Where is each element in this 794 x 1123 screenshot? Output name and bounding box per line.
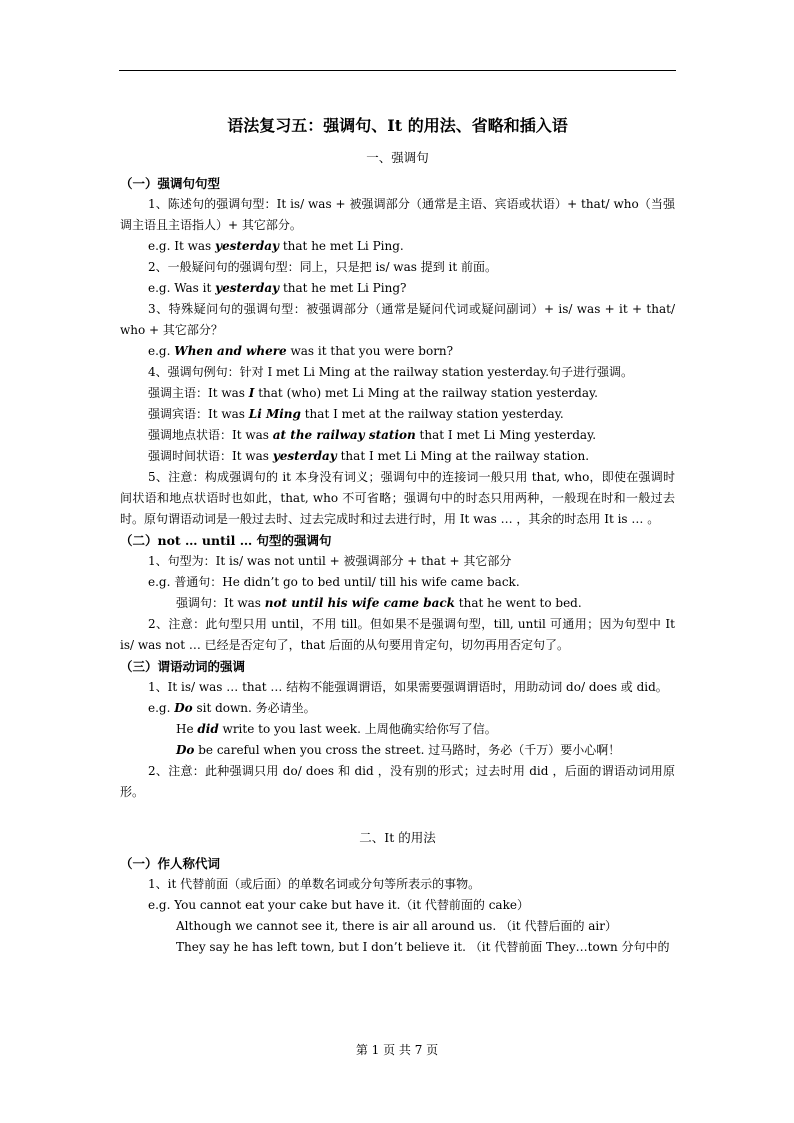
document-body [120,113,675,958]
paragraph: 1、陈述句的强调句型：It is/ was + 被强调部分（通常是主语、宾语或状语）+ that/ who（当强调主语且主语指人）+ 其它部分。 [120,197,675,232]
paragraph: 1、It is/ was … that … 结构不能强调谓语，如果需要强调谓语时，用助动词 do/ does 或 did。 [148,680,668,694]
subheading: （一）作人称代词 [120,856,221,871]
emphasized-text: When and where [174,344,287,358]
paragraph: 1、句型为：It is/ was not until + 被强调部分 + that + 其它部分 [148,554,512,568]
subheading: （一）强调句句型 [120,176,221,191]
paragraph: 1、it 代替前面（或后面）的单数名词或分句等所表示的事物。 [148,877,481,891]
paragraph: 5、注意：构成强调句的 it 本身没有词义；强调句中的连接词一般只用 that, who，即使在强调时间状语和地点状语时也如此，that, who 不可省略；强调句中的时态只用两种，一般现在时和一般过去时。原句谓语动词是一般过去时、过去完成时和过去进行时，用 It was … ，其余的时态用 It is … 。 [120,470,675,526]
example-line: They say he has left town, but I don’t believe it. （it 代替前面 They…town 分句中的 [176,940,670,954]
example-line: e.g. You cannot eat your cake but have it.（it 代替前面的 cake） [148,898,529,912]
paragraph: 3、特殊疑问句的强调句型：被强调部分（通常是疑问代词或疑问副词）+ is/ was + it + that/ who + 其它部分？ [120,302,675,337]
document-title: 语法复习五：强调句、It 的用法、省略和插入语 [227,116,568,135]
emphasized-text: did [197,722,219,736]
example-line: e.g. Was it yesterday that he met Li Ping? [148,281,407,295]
emphasized-text: yesterday [272,449,337,463]
example-line: He did write to you last week. 上周他确实给你写了信。 [176,722,497,736]
paragraph: 2、一般疑问句的强调句型：同上，只是把 is/ was 提到 it 前面。 [148,260,497,274]
subheading: （三）谓语动词的强调 [120,659,246,674]
example-line: 强调时间状语：It was yesterday that I met Li Ming at the railway station. [148,449,590,463]
emphasized-text: Do [174,701,193,715]
example-line: e.g. It was yesterday that he met Li Ping. [148,239,404,253]
emphasized-text: yesterday [215,281,280,295]
example-line: 强调地点状语：It was at the railway station that I met Li Ming yesterday. [148,428,597,442]
emphasized-text: at the railway station [272,428,416,442]
header-rule [119,70,676,71]
emphasized-text: not until his wife came back [264,596,455,610]
emphasized-text: Do [176,743,195,757]
subheading: （二）not … until … 句型的强调句 [120,533,332,548]
example-line: e.g. When and where was it that you were born? [148,344,454,358]
paragraph: 4、强调句例句：针对 I met Li Ming at the railway station yesterday.句子进行强调。 [148,365,634,379]
example-line: e.g. 普通句：He didn’t go to bed until/ till his wife came back. [148,575,520,589]
emphasized-text: I [248,386,255,400]
paragraph: 2、注意：此种强调只用 do/ does 和 did ，没有别的形式；过去时用 did ，后面的谓语动词用原形。 [120,764,675,799]
section-heading: 二、It 的用法 [359,830,436,845]
page-footer: 第 1 页 共 7 页 [355,1043,439,1057]
example-line: Do be careful when you cross the street. 过马路时，务必（千万）要小心啊！ [176,743,621,757]
example-line: 强调句：It was not until his wife came back that he went to bed. [176,596,582,610]
example-line: 强调宾语：It was Li Ming that I met at the railway station yesterday. [148,407,564,421]
example-line: 强调主语：It was I that (who) met Li Ming at the railway station yesterday. [148,386,598,400]
emphasized-text: Li Ming [248,407,301,421]
section-heading: 一、强调句 [366,150,429,165]
example-line: e.g. Do sit down. 务必请坐。 [148,701,316,715]
paragraph: 2、注意：此句型只用 until，不用 till。但如果不是强调句型，till, until 可通用；因为句型中 It is/ was not … 已经是否定句了，that 后面的从句要用肯定句，切勿再用否定句了。 [120,617,675,652]
emphasized-text: yesterday [215,239,280,253]
example-line: Although we cannot see it, there is air all around us. （it 代替后面的 air） [176,919,617,933]
